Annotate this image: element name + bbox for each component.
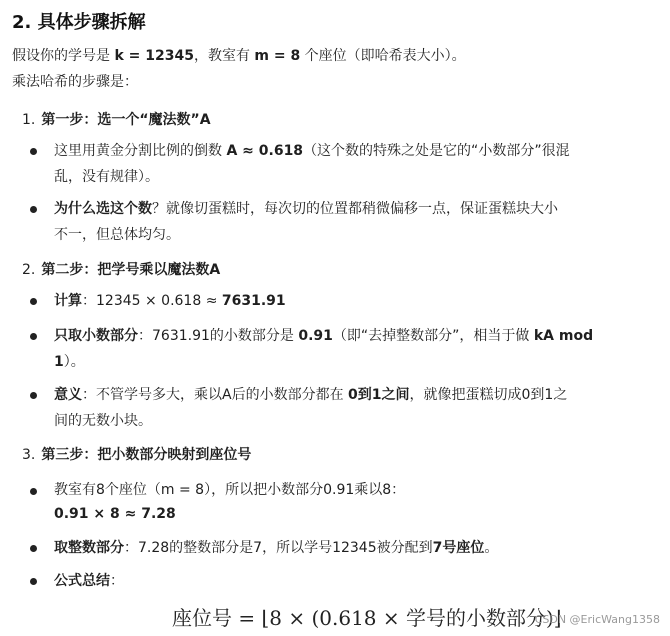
step-number: 1. bbox=[22, 112, 36, 128]
bullet-dot bbox=[30, 298, 37, 305]
step-title-text: 第二步：把学号乘以魔法数A bbox=[41, 262, 221, 278]
bullet-text: ，就像把蛋糕切成0到1之 bbox=[409, 387, 568, 403]
step-title-text: 第一步：选一个“魔法数”A bbox=[41, 112, 211, 128]
a-value: A ≈ 0.618 bbox=[226, 143, 304, 159]
step-1-bullet-2 bbox=[54, 196, 654, 248]
step-2-title bbox=[22, 260, 220, 280]
bullet-text: 间的无数小块。 bbox=[54, 413, 152, 429]
step-2-bullet-3 bbox=[54, 382, 654, 434]
bullet-text: ）。 bbox=[63, 354, 85, 370]
bullet-text: （即“去掉整数部分”，相当于做 bbox=[332, 328, 534, 344]
step-3-bullet-1 bbox=[54, 478, 654, 526]
bullet-dot bbox=[30, 148, 37, 155]
k-value: k = 12345 bbox=[114, 48, 194, 64]
step-number: 2. bbox=[22, 262, 36, 278]
steps-intro: 乘法哈希的步骤是： bbox=[12, 74, 138, 90]
bullet-label: 意义 bbox=[54, 387, 82, 403]
product-value: 7631.91 bbox=[221, 293, 286, 309]
step-2-bullet-1 bbox=[54, 288, 654, 314]
intro-paragraph bbox=[12, 46, 466, 66]
intro-text: 个座位（即哈希表大小）。 bbox=[300, 48, 466, 64]
mod-expression: 1 bbox=[54, 354, 64, 370]
bullet-text: 乱，没有规律）。 bbox=[54, 169, 159, 185]
bullet-text: ：12345 × 0.618 ≈ bbox=[82, 293, 222, 309]
formula-summary: 座位号 = ⌊8 × (0.618 × 学号的小数部分)⌋ bbox=[172, 606, 562, 630]
m-value: m = 8 bbox=[254, 48, 301, 64]
step-1-bullet-1 bbox=[54, 138, 654, 190]
range-text: 0到1之间 bbox=[348, 387, 410, 403]
intro-text: 假设你的学号是 bbox=[12, 48, 115, 64]
step-3-bullet-2 bbox=[54, 535, 654, 561]
step-title-text: 第三步：把小数部分映射到座位号 bbox=[41, 447, 252, 463]
watermark: CSDN @EricWang1358 bbox=[534, 613, 660, 626]
step-3-title bbox=[22, 445, 251, 465]
bullet-label: 取整数部分 bbox=[54, 540, 124, 556]
bullet-dot bbox=[30, 206, 37, 213]
bullet-label: 为什么选这个数 bbox=[54, 201, 152, 217]
bullet-text: ： bbox=[110, 573, 124, 589]
step-2-bullet-2 bbox=[54, 323, 654, 375]
intro-text: ，教室有 bbox=[193, 48, 255, 64]
bullet-text: （这个数的特殊之处是它的“小数部分”很混 bbox=[303, 143, 570, 159]
bullet-dot bbox=[30, 578, 37, 585]
bullet-text: 教室有8个座位（m = 8），所以把小数部分0.91乘以8： bbox=[54, 482, 406, 498]
bullet-text: ：不管学号多大，乘以A后的小数部分都在 bbox=[82, 387, 349, 403]
section-heading: 2. 具体步骤拆解 bbox=[12, 12, 146, 33]
bullet-dot bbox=[30, 488, 37, 495]
bullet-label: 计算 bbox=[54, 293, 82, 309]
bullet-dot bbox=[30, 545, 37, 552]
bullet-label: 只取小数部分 bbox=[54, 328, 138, 344]
bullet-text: ？就像切蛋糕时，每次切的位置都稍微偏移一点，保证蛋糕块大小 bbox=[152, 201, 558, 217]
mod-expression: kA mod bbox=[533, 328, 594, 344]
calc-result: 0.91 × 8 ≈ 7.28 bbox=[54, 506, 176, 522]
bullet-label: 公式总结 bbox=[54, 573, 110, 589]
bullet-text: ：7.28的整数部分是7，所以学号12345被分配到 bbox=[124, 540, 433, 556]
bullet-text: 不一，但总体均匀。 bbox=[54, 227, 180, 243]
step-1-title bbox=[22, 110, 211, 130]
bullet-text: 这里用黄金分割比例的倒数 bbox=[54, 143, 227, 159]
bullet-text: ：7631.91的小数部分是 bbox=[138, 328, 299, 344]
step-3-bullet-3 bbox=[54, 568, 654, 594]
fraction-value: 0.91 bbox=[298, 328, 333, 344]
bullet-text: 。 bbox=[484, 540, 499, 556]
bullet-dot bbox=[30, 392, 37, 399]
bullet-dot bbox=[30, 333, 37, 340]
step-number: 3. bbox=[22, 447, 36, 463]
seat-result: 7号座位 bbox=[432, 540, 485, 556]
